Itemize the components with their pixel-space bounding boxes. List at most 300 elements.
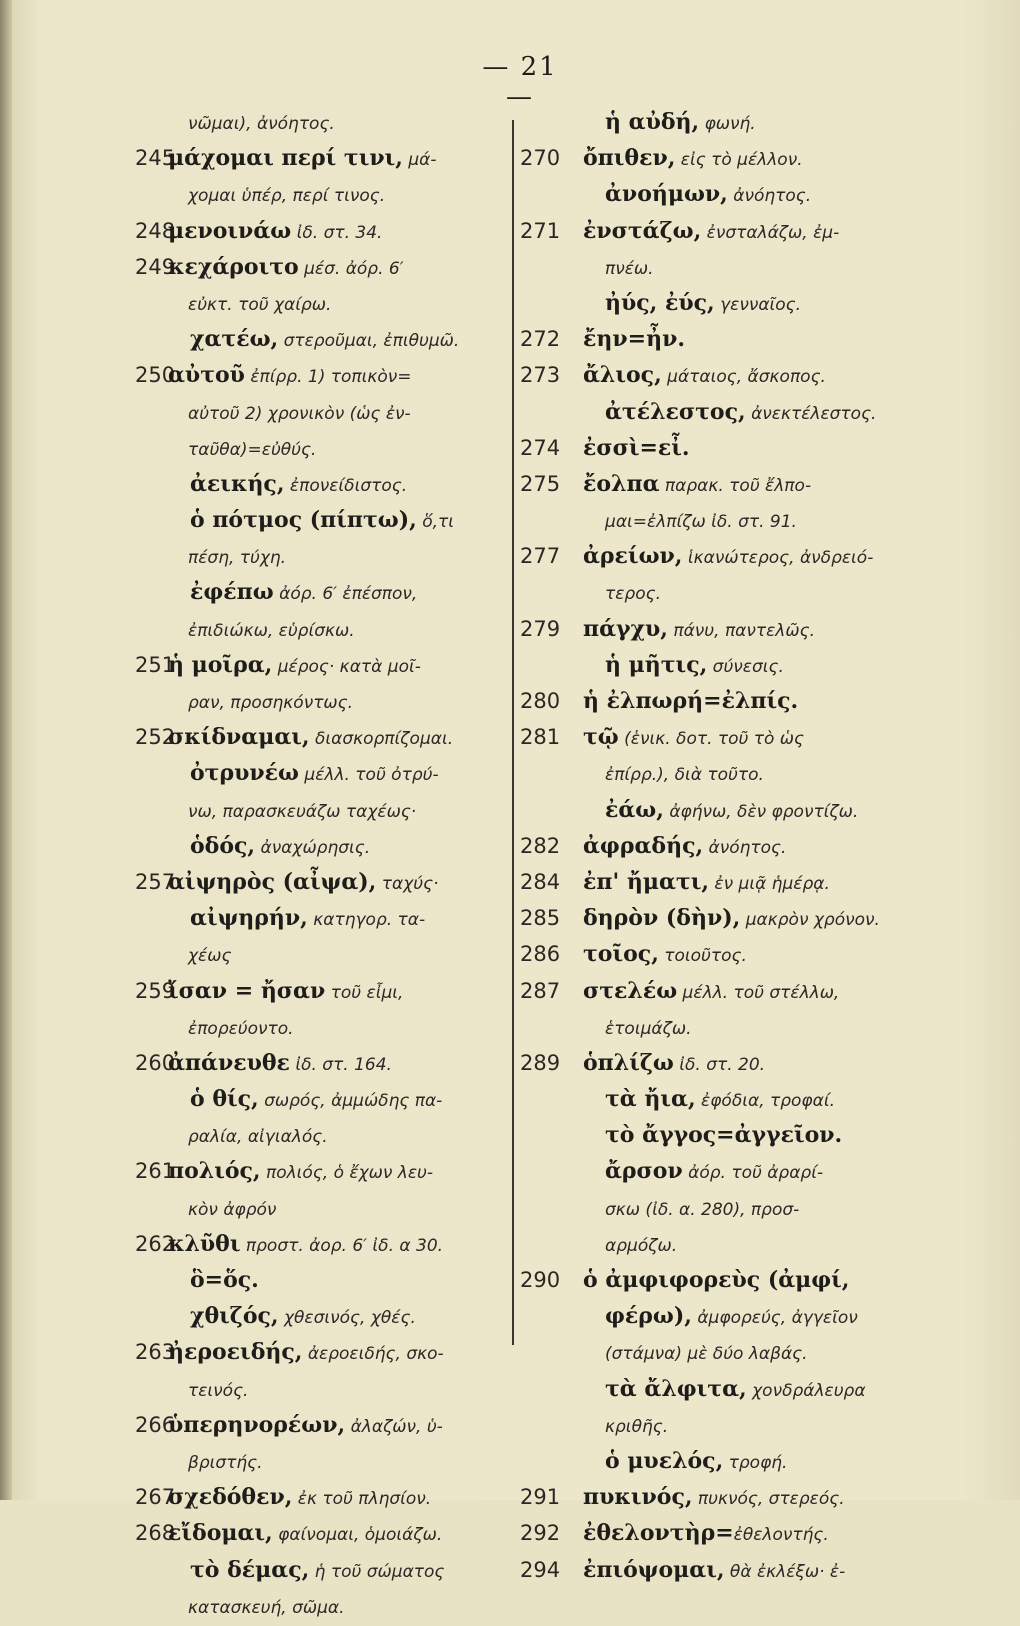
glossary-line [140,538,505,574]
glossary-line [135,357,505,393]
verse-number: 262 [135,1231,176,1256]
glossary-line [525,1443,920,1479]
glossary-line [520,357,920,393]
headword: αἰψηρὸς (αἶψα), [168,868,377,895]
headword: ἐθελοντὴρ= [583,1520,734,1547]
entry-text [168,1479,431,1517]
glossary-line [525,176,920,212]
gloss: νῶμαι), ἀνόητος. [188,114,335,134]
headword: ἐσσὶ=εἶ. [583,434,690,461]
verse-number: 270 [520,146,561,171]
headword: ὁ πότμος (πίπτω), [190,507,417,534]
glossary-line [520,466,920,502]
glossary-line [140,1117,505,1153]
verse-number: 257 [135,869,176,894]
entry-text [583,683,798,719]
glossary-line [525,394,920,430]
entry-text [188,792,416,830]
entry-text [605,249,654,287]
glossary-line [520,828,920,864]
gloss: μακρὸν χρόνον. [740,910,880,931]
entry-text [168,357,412,395]
entry-text [583,1479,845,1517]
gloss: τερος. [605,584,661,605]
entry-text [605,1298,858,1336]
entry-text [168,719,453,757]
gloss: εἰς τὸ μέλλον. [675,150,803,171]
gloss: ἰδ. στ. 164. [289,1054,392,1075]
verse-number: 277 [520,544,561,569]
gloss: χονδράλευρα [746,1380,866,1401]
glossary-line [525,792,920,828]
entry-text [605,1081,835,1119]
gloss: τροφή. [723,1452,788,1473]
column-divider [512,120,514,1345]
gloss: ἀναχώρησις. [255,837,371,858]
verse-number: 259 [135,978,176,1003]
gloss: κατασκευή, σῶμα. [188,1597,345,1618]
gloss: πάνυ, παντελῶς. [667,620,815,641]
glossary-line [520,1479,920,1515]
gloss: βριστής. [188,1452,263,1473]
verse-number: 260 [135,1050,176,1075]
gloss: τοιοῦτος. [658,946,747,967]
gloss: κριθῆς. [605,1416,669,1437]
headword: τὰ ἄλφιτα, [605,1375,747,1402]
gloss: ἐπονείδιστος. [284,475,408,496]
headword: κεχάροιτο [168,253,299,280]
glossary-line [525,1009,920,1045]
gloss: ἀόρ. 6′ ἐπέσπον, [273,584,418,605]
verse-number: 271 [520,218,561,243]
glossary-line [140,574,505,610]
gloss: φαίνομαι, ὁμοιάζω. [272,1525,443,1546]
headword: ἡ μοῖρα, [168,651,273,678]
verse-number: 274 [520,435,561,460]
gloss: μέλλ. τοῦ στέλλω, [677,982,840,1003]
headword: ἄρσον [605,1158,683,1185]
gloss: ἐνσταλάζω, ἐμ- [701,222,840,243]
headword: σκίδναμαι, [168,724,310,751]
glossary-line [520,430,920,466]
entry-text [190,1298,416,1336]
gloss: σκω (ἰδ. α. 280), προσ- [605,1199,800,1220]
glossary-line [140,900,505,936]
verse-number: 252 [135,725,176,750]
entry-text [188,1371,248,1409]
glossary-line [140,1552,505,1588]
headword: ὁ ἀμφιφορεὺς (ἀμφί, [583,1267,850,1293]
gloss: πνέω. [605,258,654,279]
gloss: προστ. ἀορ. 6′ ἰδ. α 30. [240,1235,444,1256]
verse-number: 285 [520,906,561,931]
verse-number: 286 [520,942,561,967]
gloss: ταῦθα)=εὐθύς. [188,439,317,460]
headword: ἀρείων, [583,543,683,570]
entry-text [190,1552,444,1590]
glossary-line [135,1153,505,1189]
glossary-line [520,864,920,900]
glossary-line [135,249,505,285]
headword: ὁ μυελός, [605,1447,724,1474]
headword: ἡ ἐλπωρή=ἐλπίς. [583,688,799,714]
gloss: (στάμνα) μὲ δύο λαβάς. [605,1344,808,1365]
verse-number: 272 [520,327,561,352]
entry-text [190,828,370,866]
gloss: ἀνεκτέλεστος. [745,403,877,424]
glossary-line [525,249,920,285]
glossary-line [520,213,920,249]
glossary-line [140,611,505,647]
verse-number: 281 [520,725,561,750]
entry-text [605,1371,866,1409]
entry-text [583,973,839,1011]
gloss: ταχύς· [376,873,439,894]
glossary-line [520,900,920,936]
entry-text [605,394,876,432]
page-spine-shadow [0,0,12,1500]
headword: ἄλιος, [583,362,662,389]
glossary-line [135,1226,505,1262]
entry-text [583,1045,765,1083]
headword: ὁδός, [190,832,256,859]
glossary-line [135,140,505,176]
headword: τὸ ἄγγος=ἀγγεῖον. [605,1122,843,1149]
entry-text [605,1334,808,1372]
headword: ὀτρυνέω [190,760,299,787]
entry-text [188,611,355,649]
headword: ἀνοήμων, [605,181,728,208]
headword: σχεδόθεν, [168,1484,293,1511]
verse-number: 263 [135,1340,176,1365]
entry-text [583,611,815,649]
entry-text [605,176,811,214]
headword: τῷ [583,724,619,751]
gloss: σύνεσις. [707,656,784,677]
entry-text [605,574,661,612]
gloss: ἐπορεύοντο. [188,1018,294,1039]
gloss: χθεσινός, χθές. [278,1308,416,1329]
glossary-line [140,936,505,972]
gloss: πυκνός, στερεός. [692,1489,845,1510]
glossary-line [135,1515,505,1551]
glossary-line [520,611,920,647]
gloss: μέρος· κατὰ μοῖ- [272,656,421,677]
headword: ὃ=ὅς. [190,1267,259,1293]
glossary-line [520,1515,920,1551]
gloss: νω, παρασκευάζω ταχέως· [188,801,417,822]
glossary-line [525,1407,920,1443]
gloss: χομαι ὑπέρ, περί τινος. [188,186,386,207]
entry-text [168,1515,442,1553]
gloss: ἀόρ. τοῦ ἀραρί- [682,1163,824,1184]
entry-text [168,1153,433,1191]
entry-text [583,719,804,757]
gloss: μά- [402,150,437,171]
entry-text [605,792,858,830]
headword: χθιζός, [190,1303,279,1330]
headword: πάγχυ, [583,615,668,642]
entry-text [188,394,411,432]
gloss: παρακ. τοῦ ἔλπο- [659,475,812,496]
entry-text [190,466,407,504]
entry-text [583,140,803,178]
verse-number: 287 [520,978,561,1003]
headword: ὁπλίζω [583,1049,674,1076]
headword: φέρω), [605,1303,692,1330]
gloss: μαι=ἐλπίζω ἰδ. στ. 91. [605,512,797,533]
headword: ἔην=ἦν. [583,326,685,353]
verse-number: 290 [520,1268,561,1292]
glossary-line [520,1045,920,1081]
headword: ἐφέπω [190,579,274,606]
verse-number: 282 [520,833,561,858]
gloss: φωνή. [699,114,756,134]
entry-text [583,1262,849,1298]
entry-text [168,1407,443,1445]
entry-text [605,1226,677,1264]
glossary-line [140,394,505,430]
verse-number: 249 [135,254,176,279]
entry-text [188,1443,263,1481]
gloss: ἐπίρρ.), διὰ τοῦτο. [605,765,764,786]
entry-text [605,285,801,323]
gloss: μέλλ. τοῦ ὀτρύ- [298,765,439,786]
entry-text [190,1262,259,1298]
glossary-line [140,683,505,719]
headword: μάχομαι περί τινι, [168,145,403,172]
headword: ἐνστάζω, [583,217,702,244]
gloss: ἐπιδιώκω, εὑρίσκω. [188,620,355,641]
entry-text [188,104,335,142]
left-column [135,104,505,1624]
entry-text [605,1009,692,1047]
entry-text [168,1045,392,1083]
verse-number: 266 [135,1412,176,1437]
verse-number: 275 [520,471,561,496]
gloss: ἡ τοῦ σώματος [309,1561,445,1582]
entry-text [583,900,880,938]
glossary-line [520,683,920,719]
verse-number: 251 [135,652,176,677]
gloss: ἐφόδια, τροφαί. [695,1091,836,1112]
entry-text [605,1407,668,1445]
headword: αἰψηρήν, [190,905,308,932]
gloss: ἀεροειδής, σκο- [302,1344,444,1365]
verse-number: 292 [520,1521,561,1546]
gloss: ραν, προσηκόντως. [188,693,354,713]
glossary-line [140,1262,505,1298]
entry-text [583,538,873,576]
gloss: (ἑνικ. δοτ. τοῦ τὸ ὡς [618,729,805,750]
entry-text [168,249,404,287]
headword: ἴσαν = ἤσαν [168,977,326,1004]
entry-text [188,538,286,576]
gloss: κὸν ἀφρόν [188,1199,277,1220]
entry-text [583,213,839,251]
verse-number: 248 [135,218,176,243]
verse-number: 267 [135,1485,176,1510]
glossary-line [140,828,505,864]
glossary-line [520,140,920,176]
glossary-line [140,285,505,321]
headword: αὐτοῦ [168,362,245,389]
headword: εἴδομαι, [168,1520,273,1547]
gloss: ἀνόητος. [727,186,812,207]
right-column [520,104,920,1588]
entry-text [190,900,425,938]
glossary-line [140,755,505,791]
gloss: αρμόζω. [605,1235,678,1256]
entry-text [583,357,826,395]
entry-text [605,1117,842,1153]
page-number: — 21 — [482,52,558,112]
glossary-line [135,1045,505,1081]
gloss: ἐν μιᾷ ἡμέρᾳ. [709,873,830,894]
glossary-line [525,104,920,140]
entry-text [168,647,421,685]
gloss: σωρός, ἀμμώδης πα- [258,1091,443,1112]
glossary-line [520,1262,920,1298]
glossary-line [525,1334,920,1370]
gloss: ἀνόητος. [703,837,787,858]
headword: τοῖος, [583,941,659,968]
glossary-line [140,792,505,828]
entry-text [168,1334,444,1372]
gloss: ἑτοιμάζω. [605,1018,692,1039]
entry-text [168,1226,443,1264]
gloss: ἰδ. στ. 34. [291,222,383,243]
gloss: διασκορπίζομαι. [309,729,454,750]
glossary-line [520,936,920,972]
headword: χατέω, [190,326,279,353]
glossary-line [525,285,920,321]
gloss: γενναῖος. [714,294,802,315]
entry-text [188,1117,328,1155]
entry-text [168,213,382,251]
entry-text [605,1443,787,1481]
verse-number: 291 [520,1485,561,1510]
headword: ὄπιθεν, [583,145,676,172]
glossary-line [525,1081,920,1117]
gloss: ἀλαζών, ὑ- [345,1416,443,1437]
entry-text [190,1081,442,1119]
headword: ἡ μῆτις, [605,651,708,678]
glossary-line [525,1226,920,1262]
gloss: τοῦ εἶμι, [325,982,404,1003]
entry-text [168,864,438,902]
entry-text [605,1190,799,1228]
glossary-line [140,1443,505,1479]
headword: ἠεροειδής, [168,1339,303,1366]
glossary-line [525,502,920,538]
entry-text [168,140,437,178]
gloss: ραλία, αἰγιαλός. [188,1127,328,1148]
glossary-line [525,1117,920,1153]
glossary-line [525,755,920,791]
headword: ἔολπα [583,470,660,497]
glossary-line [135,213,505,249]
glossary-line [140,502,505,538]
gloss: στεροῦμαι, ἐπιθυμῶ. [278,331,460,352]
glossary-line [140,1298,505,1334]
glossary-line [135,647,505,683]
glossary-line [520,538,920,574]
headword: ἀπάνευθε [168,1049,290,1076]
glossary-line [525,574,920,610]
headword: ἐάω, [605,796,664,823]
verse-number: 280 [520,689,561,713]
gloss: αὐτοῦ 2) χρονικὸν (ὡς ἐν- [188,403,411,424]
gloss: ἐθελοντής. [733,1525,829,1546]
gloss: ἀμφορεύς, ἀγγεῖον [691,1308,858,1329]
verse-number: 289 [520,1050,561,1075]
verse-number: 261 [135,1159,176,1184]
entry-text [168,973,403,1011]
gloss: μάταιος, ἄσκοπος. [661,367,826,388]
verse-number: 273 [520,363,561,388]
entry-text [605,1153,823,1191]
verse-number: 294 [520,1557,561,1582]
headword: μενοινάω [168,217,292,244]
entry-text [190,502,454,540]
entry-text [605,755,764,793]
headword: τὰ ἤια, [605,1086,696,1113]
headword: πολιός, [168,1158,261,1185]
headword: ἀφραδής, [583,832,704,859]
glossary-line [520,321,920,357]
headword: ὑπερηνορέων, [168,1411,346,1438]
verse-number: 284 [520,869,561,894]
gloss: ἰδ. στ. 20. [673,1054,766,1075]
glossary-line [135,719,505,755]
entry-text [188,176,385,214]
headword: ἠύς, ἐύς, [605,289,715,316]
entry-text [583,936,747,974]
glossary-line [525,1371,920,1407]
headword: τὸ δέμας, [190,1556,310,1583]
glossary-line [140,321,505,357]
entry-text [583,864,830,902]
glossary-line [525,1298,920,1334]
entry-text [188,1009,294,1047]
entry-text [605,104,756,142]
glossary-line [135,864,505,900]
entry-text [583,828,786,866]
glossary-line [140,1588,505,1624]
glossary-line [520,719,920,755]
gloss: ὅ,τι [416,512,455,533]
glossary-line [520,973,920,1009]
gloss: ἱκανώτερος, ἀνδρειό- [682,548,874,569]
gloss: χέως [188,946,232,967]
verse-number: 245 [135,146,176,171]
glossary-line [135,1479,505,1515]
gloss: θὰ ἐκλέξω· ἐ- [724,1561,846,1582]
headword: πυκινός, [583,1484,693,1511]
verse-number: 268 [135,1521,176,1546]
glossary-line [135,1334,505,1370]
entry-text [188,430,316,468]
gloss: ἐκ τοῦ πλησίον. [292,1489,432,1510]
glossary-line [140,104,505,140]
glossary-line [135,1407,505,1443]
glossary-line [520,1552,920,1588]
entry-text [190,574,417,612]
headword: ἐπιόψομαι, [583,1556,725,1583]
entry-text [605,647,784,685]
verse-number: 279 [520,616,561,641]
